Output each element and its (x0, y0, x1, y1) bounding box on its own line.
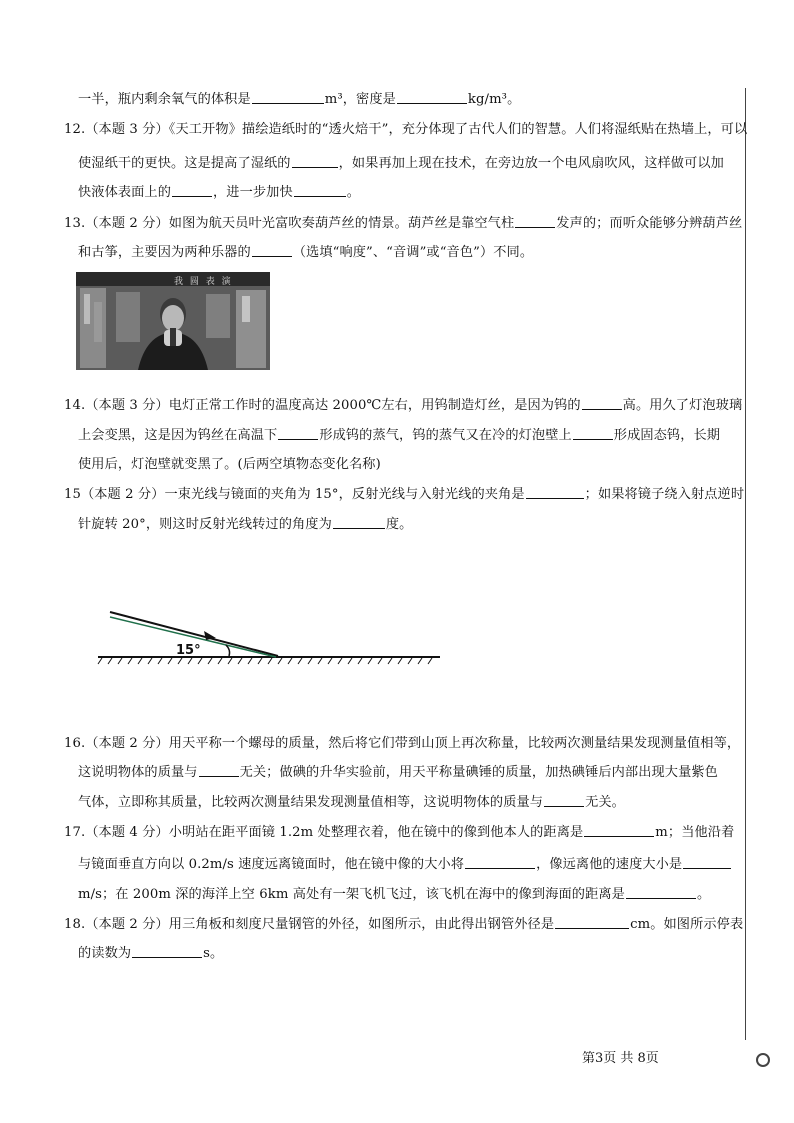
text: 使用后，灯泡壁就变黑了。(后两空填物态变化名称) (78, 457, 381, 472)
question-13-text: 13.（本题 2 分）如图为航天员叶光富吹奏葫芦丝的情景。葫芦丝是靠空气柱 (64, 216, 515, 231)
q16-line-1 (64, 734, 740, 754)
text: ，进一步加快 (213, 185, 293, 200)
q17-line-1 (64, 823, 734, 843)
question-16-text: 16.（本题 2 分）用天平称一个螺母的质量，然后将它们带到山顶上再次称量，比较两次测量结果发现测量值相等， (64, 736, 741, 751)
text: 无关。 (585, 795, 625, 810)
answer-blank[interactable] (132, 944, 202, 958)
question-18-text: 18.（本题 2 分）用三角板和刻度尺量钢管的外径，如图所示，由此得出钢管外径是 (64, 917, 555, 932)
photo-caption: 我 圆 表 演 (174, 277, 233, 287)
answer-blank[interactable] (465, 855, 535, 869)
text: m；当他沿着 (655, 825, 735, 840)
text: 发声的；而听众能够分辨葫芦丝 (556, 216, 743, 231)
text: 一半，瓶内剩余氧气的体积是 (78, 92, 251, 107)
mirror-hatching (98, 658, 432, 664)
q16-line-3 (78, 793, 625, 813)
text: 快液体表面上的 (78, 185, 172, 200)
question-12-text: 12.（本题 3 分）《天工开物》描绘造纸时的“透火焙干”，充分体现了古代人们的智慧。人们将湿纸贴在热墙上，可以 (64, 122, 748, 137)
text: s。 (203, 946, 224, 961)
angle-arc (226, 645, 230, 656)
q18-line-2 (78, 944, 223, 964)
text: m³，密度是 (324, 92, 396, 107)
question-15-text: 15（本题 2 分）一束光线与镜面的夹角为 15°，反射光线与入射光线的夹角是 (64, 487, 525, 502)
text: cm。如图所示停表 (630, 917, 744, 932)
angle-label: 15° (176, 643, 201, 658)
text: 。 (346, 185, 361, 200)
text: m/s；在 200m 深的海洋上空 6km 高处有一架飞机飞过，该飞机在海中的像到海面的距离是 (78, 887, 625, 902)
text: 与镜面垂直方向以 0.2m/s 速度远离镜面时，他在镜中像的大小将 (78, 857, 465, 872)
question-17-text: 17.（本题 4 分）小明站在距平面镜 1.2m 处整理衣着，他在镜中的像到他本人的距离是 (64, 825, 584, 840)
answer-blank[interactable] (584, 823, 654, 837)
page-number: 第3页 共 8页 (582, 1051, 659, 1066)
text: 气体，立即称其质量，比较两次测量结果发现测量值相等，这说明物体的质量与 (78, 795, 544, 810)
q17-line-2 (78, 855, 732, 875)
text: （选填“响度”、“音调”或“音色”）不同。 (292, 245, 534, 260)
text: ，如果再加上现在技术，在旁边放一个电风扇吹风，这样做可以加 (338, 156, 724, 171)
answer-blank[interactable] (683, 855, 731, 869)
text: 的读数为 (78, 946, 132, 961)
text: 无关；做碘的升华实验前，用天平称量碘锤的质量，加热碘锤后内部出现大量紫色 (239, 765, 718, 780)
answer-blank[interactable] (544, 793, 584, 807)
text: 和古筝，主要因为两种乐器的 (78, 245, 251, 260)
text: kg/m³。 (467, 92, 521, 107)
text: 形成固态钨，长期 (613, 428, 721, 443)
text: ，像远离他的速度大小是 (536, 857, 683, 872)
text: 形成钨的蒸气，钨的蒸气又在冷的灯泡壁上 (319, 428, 572, 443)
q17-line-3 (78, 885, 710, 905)
q16-line-2 (78, 763, 718, 783)
text: 上会变黑，这是因为钨丝在高温下 (78, 428, 278, 443)
text: ；如果将镜子绕入射点逆时 (584, 487, 745, 502)
q18-line-1 (64, 915, 743, 935)
answer-blank[interactable] (626, 885, 696, 899)
text: 。 (696, 887, 711, 902)
text: 针旋转 20°，则这时反射光线转过的角度为 (78, 517, 332, 532)
answer-blank[interactable] (555, 915, 629, 929)
text: 度。 (385, 517, 413, 532)
text: 这说明物体的质量与 (78, 765, 198, 780)
answer-blank[interactable] (199, 763, 239, 777)
registration-mark-icon (756, 1053, 770, 1067)
text: 使湿纸干的更快。这是提高了湿纸的 (78, 156, 291, 171)
question-14-text: 14.（本题 3 分）电灯正常工作时的温度高达 2000℃左右，用钨制造灯丝，是因为钨的 (64, 398, 581, 413)
text: 高。用久了灯泡玻璃 (622, 398, 743, 413)
